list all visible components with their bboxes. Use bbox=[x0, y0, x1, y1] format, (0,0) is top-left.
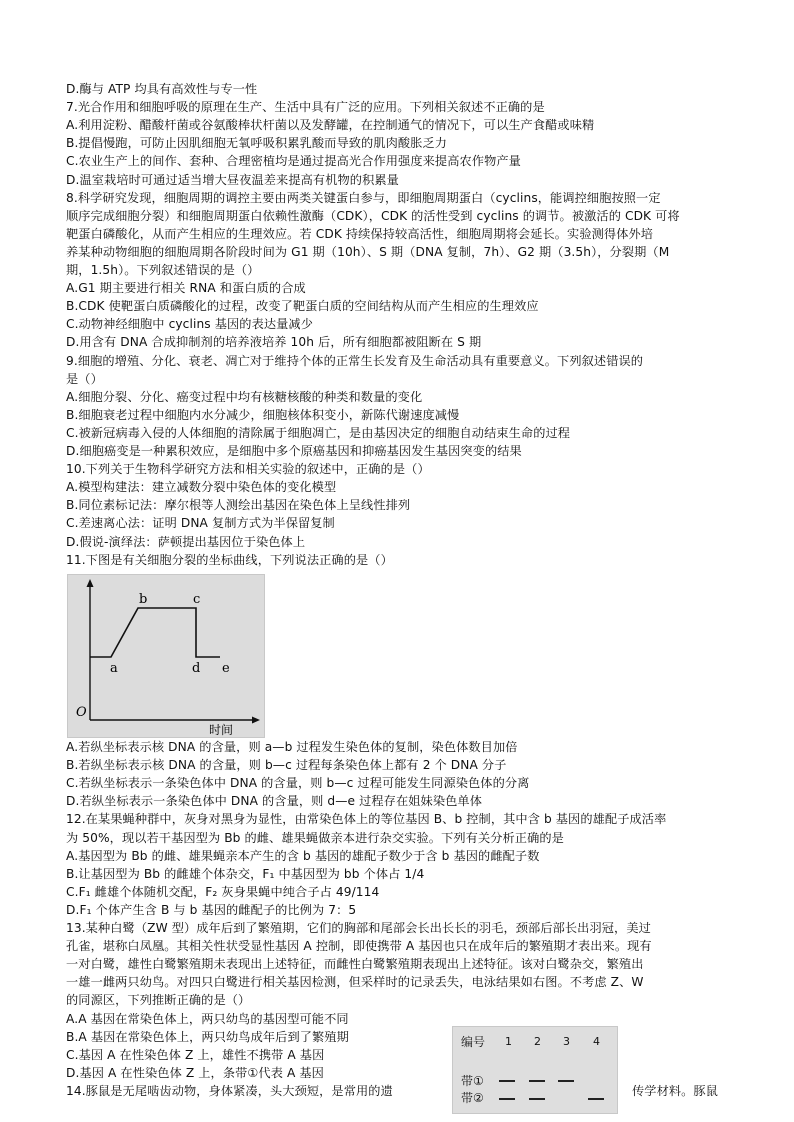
band-2-lane-2 bbox=[529, 1098, 545, 1100]
text-line: C.被新冠病毒入侵的人体细胞的清除属于细胞凋亡，是由基因决定的细胞自动结束生命的过程 bbox=[66, 425, 571, 440]
text-line: 是（） bbox=[66, 371, 103, 386]
text-line-last-left: 14.豚鼠是无尾啮齿动物，身体紧凑，头大颈短，是常用的遗 bbox=[66, 1084, 393, 1098]
point-label-e: e bbox=[222, 661, 230, 676]
band-1-lane-1 bbox=[499, 1080, 515, 1082]
text-line: 8.科学研究发现，细胞周期的调控主要由两类关键蛋白参与，即细胞周期蛋白（cyclins，能调控细胞按照一定 bbox=[66, 190, 661, 205]
text-line: C.F₁ 雌雄个体随机交配，F₂ 灰身果蝇中纯合子占 49/114 bbox=[66, 884, 380, 899]
text-line: 养某种动物细胞的细胞周期各阶段时间为 G1 期（10h）、S 期（DNA 复制，7h）、G2 期（3.5h），分裂期（M bbox=[66, 244, 670, 259]
text-line: A.模型构建法：建立减数分裂中染色体的变化模型 bbox=[66, 480, 337, 495]
curve-line bbox=[90, 608, 220, 657]
point-label-b: b bbox=[139, 592, 148, 607]
band-2-lane-4 bbox=[588, 1098, 604, 1100]
text-line: B.A 基因在常染色体上，两只幼鸟成年后到了繁殖期 bbox=[66, 1029, 349, 1044]
text-line: 11.下图是有关细胞分裂的坐标曲线，下列说法正确的是（） bbox=[66, 552, 393, 567]
text-line: B.细胞衰老过程中细胞内水分减少，细胞核体积变小，新陈代谢速度减慢 bbox=[66, 407, 460, 422]
text-line: D.假说-演绎法：萨顿提出基因位于染色体上 bbox=[66, 534, 306, 549]
band-2-lane-1 bbox=[499, 1098, 515, 1100]
text-line: D.用含有 DNA 合成抑制剂的培养液培养 10h 后，所有细胞都被阻断在 S 期 bbox=[66, 335, 482, 350]
text-line: C.动物神经细胞中 cyclins 基因的表达量减少 bbox=[66, 317, 314, 332]
text-line: B.CDK 使靶蛋白质磷酸化的过程，改变了靶蛋白质的空间结构从而产生相应的生理效应 bbox=[66, 299, 539, 314]
text-line: 期，1.5h）。下列叙述错误的是（） bbox=[66, 263, 260, 277]
text-line: 一对白鹭，雄性白鹭繁殖期未表现出上述特征，而雌性白鹭繁殖期表现出上述特征。该对白鹭杂交，繁殖出 bbox=[66, 957, 644, 972]
x-axis-arrow bbox=[252, 717, 260, 724]
text-line: C.若纵坐标表示一条染色体中 DNA 的含量，则 b—c 过程可能发生同源染色体的分离 bbox=[66, 776, 530, 791]
band-1-lane-2 bbox=[529, 1080, 545, 1082]
text-line: 9.细胞的增殖、分化、衰老、凋亡对于维持个体的正常生长发育及生命活动具有重要意义。下列叙述错误的 bbox=[66, 353, 644, 368]
point-label-c: c bbox=[193, 592, 201, 607]
figure-header: 编号 bbox=[461, 1035, 486, 1049]
text-line: A.细胞分裂、分化、癌变过程中均有核糖核酸的种类和数量的变化 bbox=[66, 389, 423, 404]
cell-division-curve-figure bbox=[67, 574, 265, 738]
text-line: A.基因型为 Bb 的雌、雄果蝇亲本产生的含 b 基因的雄配子数少于含 b 基因的雌配子数 bbox=[66, 848, 540, 863]
lane-number-1: 1 bbox=[505, 1035, 512, 1048]
text-line: 靶蛋白磷酸化，从而产生相应的生理效应。若 CDK 持续保持较高活性，细胞周期将会延长。实验测得体外培 bbox=[66, 226, 654, 241]
text-line: 孔雀，堪称白凤凰。其相关性状受显性基因 A 控制，即使携带 A 基因也只在成年后的繁殖期才表出来。现有 bbox=[66, 939, 652, 954]
text-line: A.A 基因在常染色体上，两只幼鸟的基因型可能不同 bbox=[66, 1011, 349, 1026]
text-line: D.若纵坐标表示一条染色体中 DNA 的含量，则 d—e 过程存在姐妹染色单体 bbox=[66, 794, 482, 809]
text-line: B.提倡慢跑，可防止因肌细胞无氧呼吸积累乳酸而导致的肌肉酸胀乏力 bbox=[66, 136, 448, 151]
text-line: A.若纵坐标表示核 DNA 的含量，则 a—b 过程发生染色体的复制，染色体数目加倍 bbox=[66, 740, 518, 754]
band-1-lane-3 bbox=[558, 1080, 574, 1082]
text-line: B.若纵坐标表示核 DNA 的含量，则 b—c 过程每条染色体上都有 2 个 DNA 分子 bbox=[66, 758, 507, 773]
electrophoresis-figure bbox=[452, 1026, 618, 1114]
text-line-last-right: 传学材料。豚鼠 bbox=[632, 1084, 719, 1098]
y-axis-arrow bbox=[87, 579, 94, 587]
point-label-a: a bbox=[110, 661, 118, 676]
text-line: D.温室栽培时可通过适当增大昼夜温差来提高有机物的积累量 bbox=[66, 172, 399, 187]
text-line: B.让基因型为 Bb 的雌雄个体杂交，F₁ 中基因型为 bb 个体占 1/4 bbox=[66, 866, 425, 881]
text-line: 顺序完成细胞分裂）和细胞周期蛋白依赖性激酶（CDK），CDK 的活性受到 cyclins 的调节。被激活的 CDK 可将 bbox=[66, 208, 680, 223]
lane-number-4: 4 bbox=[593, 1035, 600, 1048]
text-line: 7.光合作用和细胞呼吸的原理在生产、生活中具有广泛的应用。下列相关叙述不正确的是 bbox=[66, 100, 545, 115]
text-line: D.基因 A 在性染色体 Z 上，条带①代表 A 基因 bbox=[66, 1065, 324, 1080]
text-line: 12.在某果蝇种群中，灰身对黑身为显性，由常染色体上的等位基因 B、b 控制，其中含 b 基因的雄配子成活率 bbox=[66, 812, 667, 827]
text-line: 一雄一雌两只幼鸟。对四只白鹭进行相关基因检测，但采样时的记录丢失，电泳结果如右图。不考虑 Z、W bbox=[66, 975, 644, 990]
text-line: D.酶与 ATP 均具有高效性与专一性 bbox=[66, 82, 258, 96]
origin-label: O bbox=[76, 705, 87, 720]
text-line: A.利用淀粉、醋酸杆菌或谷氨酸棒状杆菌以及发酵罐，在控制通气的情况下，可以生产食醋或味精 bbox=[66, 118, 595, 133]
text-line: 的同源区，下列推断正确的是（） bbox=[66, 993, 251, 1008]
lane-number-2: 2 bbox=[534, 1035, 541, 1048]
text-line: 10.下列关于生物科学研究方法和相关实验的叙述中，正确的是（） bbox=[66, 462, 430, 477]
text-line: B.同位素标记法：摩尔根等人测绘出基因在染色体上呈线性排列 bbox=[66, 498, 411, 513]
band-row-2-label: 带② bbox=[461, 1091, 484, 1105]
text-line: D.细胞癌变是一种累积效应，是细胞中多个原癌基因和抑癌基因发生基因突变的结果 bbox=[66, 444, 522, 458]
text-line: C.差速离心法：证明 DNA 复制方式为半保留复制 bbox=[66, 516, 335, 531]
curve-svg bbox=[68, 575, 264, 737]
lane-number-3: 3 bbox=[563, 1035, 570, 1048]
band-row-1-label: 带① bbox=[461, 1074, 484, 1088]
point-label-d: d bbox=[192, 661, 201, 676]
text-line: D.F₁ 个体产生含 B 与 b 基因的雌配子的比例为 7：5 bbox=[66, 902, 357, 917]
text-line: 为 50%，现以若干基因型为 Bb 的雌、雄果蝇做亲本进行杂交实验。下列有关分析正确的是 bbox=[66, 830, 564, 845]
text-line: C.基因 A 在性染色体 Z 上，雄性不携带 A 基因 bbox=[66, 1047, 325, 1062]
text-line: A.G1 期主要进行相关 RNA 和蛋白质的合成 bbox=[66, 281, 306, 296]
text-line: 13.某种白鹭（ZW 型）成年后到了繁殖期，它们的胸部和尾部会长出长长的羽毛，颈部后部长出羽冠，美过 bbox=[66, 921, 651, 935]
text-line: C.农业生产上的间作、套种、合理密植均是通过提高光合作用强度来提高农作物产量 bbox=[66, 154, 521, 169]
x-axis-label: 时间 bbox=[209, 723, 234, 737]
